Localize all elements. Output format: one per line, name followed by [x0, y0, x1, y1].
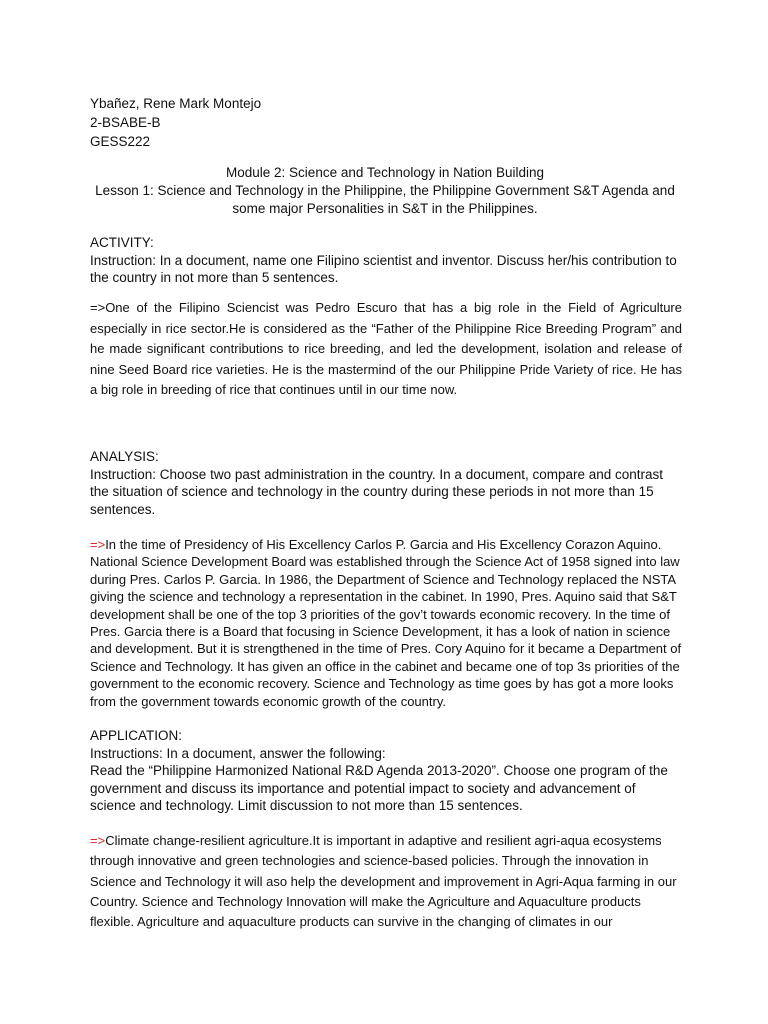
- analysis-heading: ANALYSIS:: [90, 449, 159, 464]
- lesson-title-line2: some major Personalities in S&T in the Philippines.: [232, 201, 538, 216]
- analysis-instruction: Instruction: Choose two past administration in the country. In a document, compare and contrast the situation of science and technology in the country during these periods in not more than 15 sentences.: [90, 466, 664, 517]
- student-header: [90, 94, 261, 151]
- analysis-answer-text: In the time of Presidency of His Excellency Carlos P. Garcia and His Excellency Corazon Aquino. National Science Development Board was established through the Science Act of 1958 signed into law during Pres. Carlos P. Garcia. In 1986, the Department of Science and Technology replaced the NSTA giving the science and technology a representation in the cabinet. In 1990, Pres. Aquino said that S&T development shall be one of the top 3 priorities of the gov’t towards economic recovery. In the time of Pres. Garcia there is a Board that focusing in Science Development, it has a look of nation in science and development. But it is strengthened in the time of Pres. Cory Aquino for it became a Department of Science and Technology. It has given an office in the cabinet and became one of top 3s priorities of the government to the economic recovery. Science and Technology as time goes by has got a more looks from the government towards economic growth of the country.: [90, 537, 682, 709]
- activity-answer: [90, 298, 682, 401]
- student-name: Ybañez, Rene Mark Montejo: [90, 96, 262, 111]
- application-section: [90, 727, 682, 815]
- answer-arrow: =>: [90, 300, 106, 315]
- course-code: GESS222: [90, 134, 151, 149]
- application-answer-text: Climate change-resilient agriculture.It is important in adaptive and resilient agri-aqua ecosystems through innovative and green technologies and science-based policies. Through the innovation in Science and Technology it will aso help the development and improvement in Agri-Aqua farming in our Country. Science and Technology Innovation will make the Agriculture and Aquaculture products flexible. Agriculture and aquaculture products can survive in the changing of climates in our: [90, 833, 677, 930]
- activity-section: [90, 234, 682, 287]
- application-heading: APPLICATION:: [90, 728, 183, 743]
- activity-heading: ACTIVITY:: [90, 235, 154, 250]
- analysis-section: [90, 448, 682, 518]
- application-instruction-1: Instructions: In a document, answer the following:: [90, 745, 386, 761]
- application-instruction-2: Read the “Philippine Harmonized National R&D Agenda 2013-2020”. Choose one program of the government and discuss its importance and potential impact to society and advancement of science and technology. Limit discussion to not more than 15 sentences.: [90, 763, 668, 813]
- module-title: Module 2: Science and Technology in Nation Building: [226, 165, 544, 180]
- student-section: 2-BSABE-B: [90, 115, 161, 130]
- activity-instruction: Instruction: In a document, name one Filipino scientist and inventor. Discuss her/his contribution to the country in not more than 5 sentences.: [90, 252, 677, 285]
- lesson-title-line1: Lesson 1: Science and Technology in the Philippine, the Philippine Government S&T Agenda and: [95, 183, 675, 198]
- analysis-answer: [90, 536, 682, 710]
- activity-answer-text: One of the Filipino Sciencist was Pedro Escuro that has a big role in the Field of Agriculture especially in rice sector.He is considered as the “Father of the Philippine Rice Breeding Program” and he made significant contributions to rice breeding, and led the development, isolation and release of nine Seed Board rice varieties. He is the mastermind of the our Philippine Pride Variety of rice. He has a big role in breeding of rice that continues until in our time now.: [90, 300, 682, 397]
- application-answer: [90, 831, 682, 932]
- answer-arrow: =>: [90, 537, 106, 552]
- module-titles: [90, 164, 680, 218]
- answer-arrow: =>: [90, 833, 106, 848]
